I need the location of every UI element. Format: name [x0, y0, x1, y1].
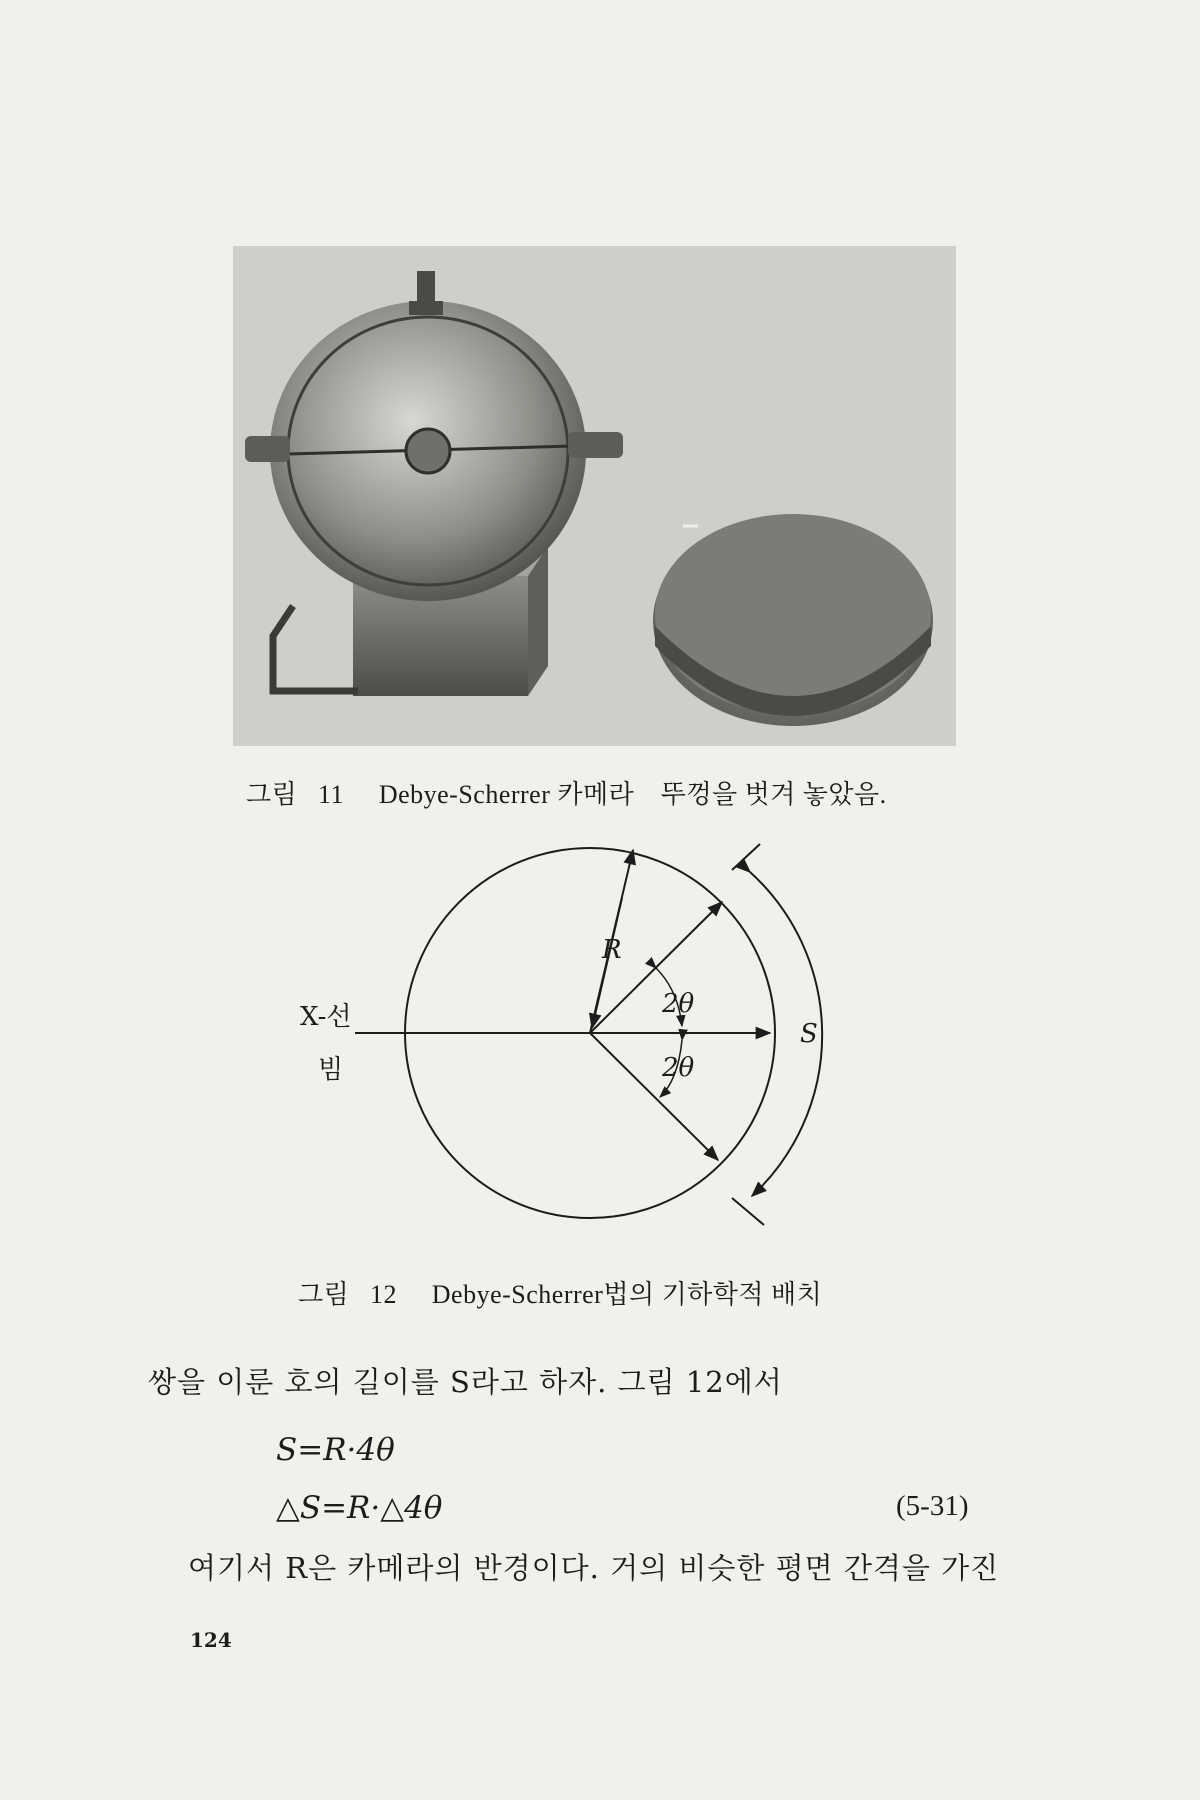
camera-photograph [233, 246, 956, 746]
figure-12-caption [298, 1274, 822, 1311]
equation-delta-s: △S=R·△4θ [276, 1490, 443, 1526]
figure-number: 11 [318, 780, 345, 809]
beam-label-line1: X-선 [300, 1002, 352, 1032]
figure-title: Debye-Scherrer법의 기하학적 배치 [431, 1280, 823, 1309]
body-text-line: 여기서 R은 카메라의 반경이다. 거의 비슷한 평면 간격을 가진 [188, 1551, 1000, 1585]
equation-number: (5-31) [896, 1490, 969, 1522]
angle-label-upper: 2θ [662, 989, 695, 1019]
angle-label-lower: 2θ [662, 1053, 695, 1083]
beam-label-line2: 빔 [318, 1055, 344, 1085]
body-text-line: 쌍을 이룬 호의 길이를 S라고 하자. 그림 12에서 [148, 1365, 783, 1399]
page-number: 124 [190, 1628, 232, 1652]
debye-scherrer-geometry-diagram [300, 840, 900, 1260]
diffracted-ray-upper [590, 902, 722, 1033]
diffracted-ray-lower [590, 1033, 718, 1160]
radius-label: R [602, 935, 622, 965]
arc-label: S [800, 1019, 818, 1049]
equation-s: S=R·4θ [276, 1432, 395, 1468]
figure-label: 그림 [246, 780, 298, 810]
figure-label: 그림 [298, 1280, 350, 1310]
figure-number: 12 [370, 1280, 397, 1309]
figure-11-caption [246, 774, 887, 811]
figure-title: Debye-Scherrer 카메라 뚜껑을 벗겨 놓았음. [378, 780, 887, 809]
